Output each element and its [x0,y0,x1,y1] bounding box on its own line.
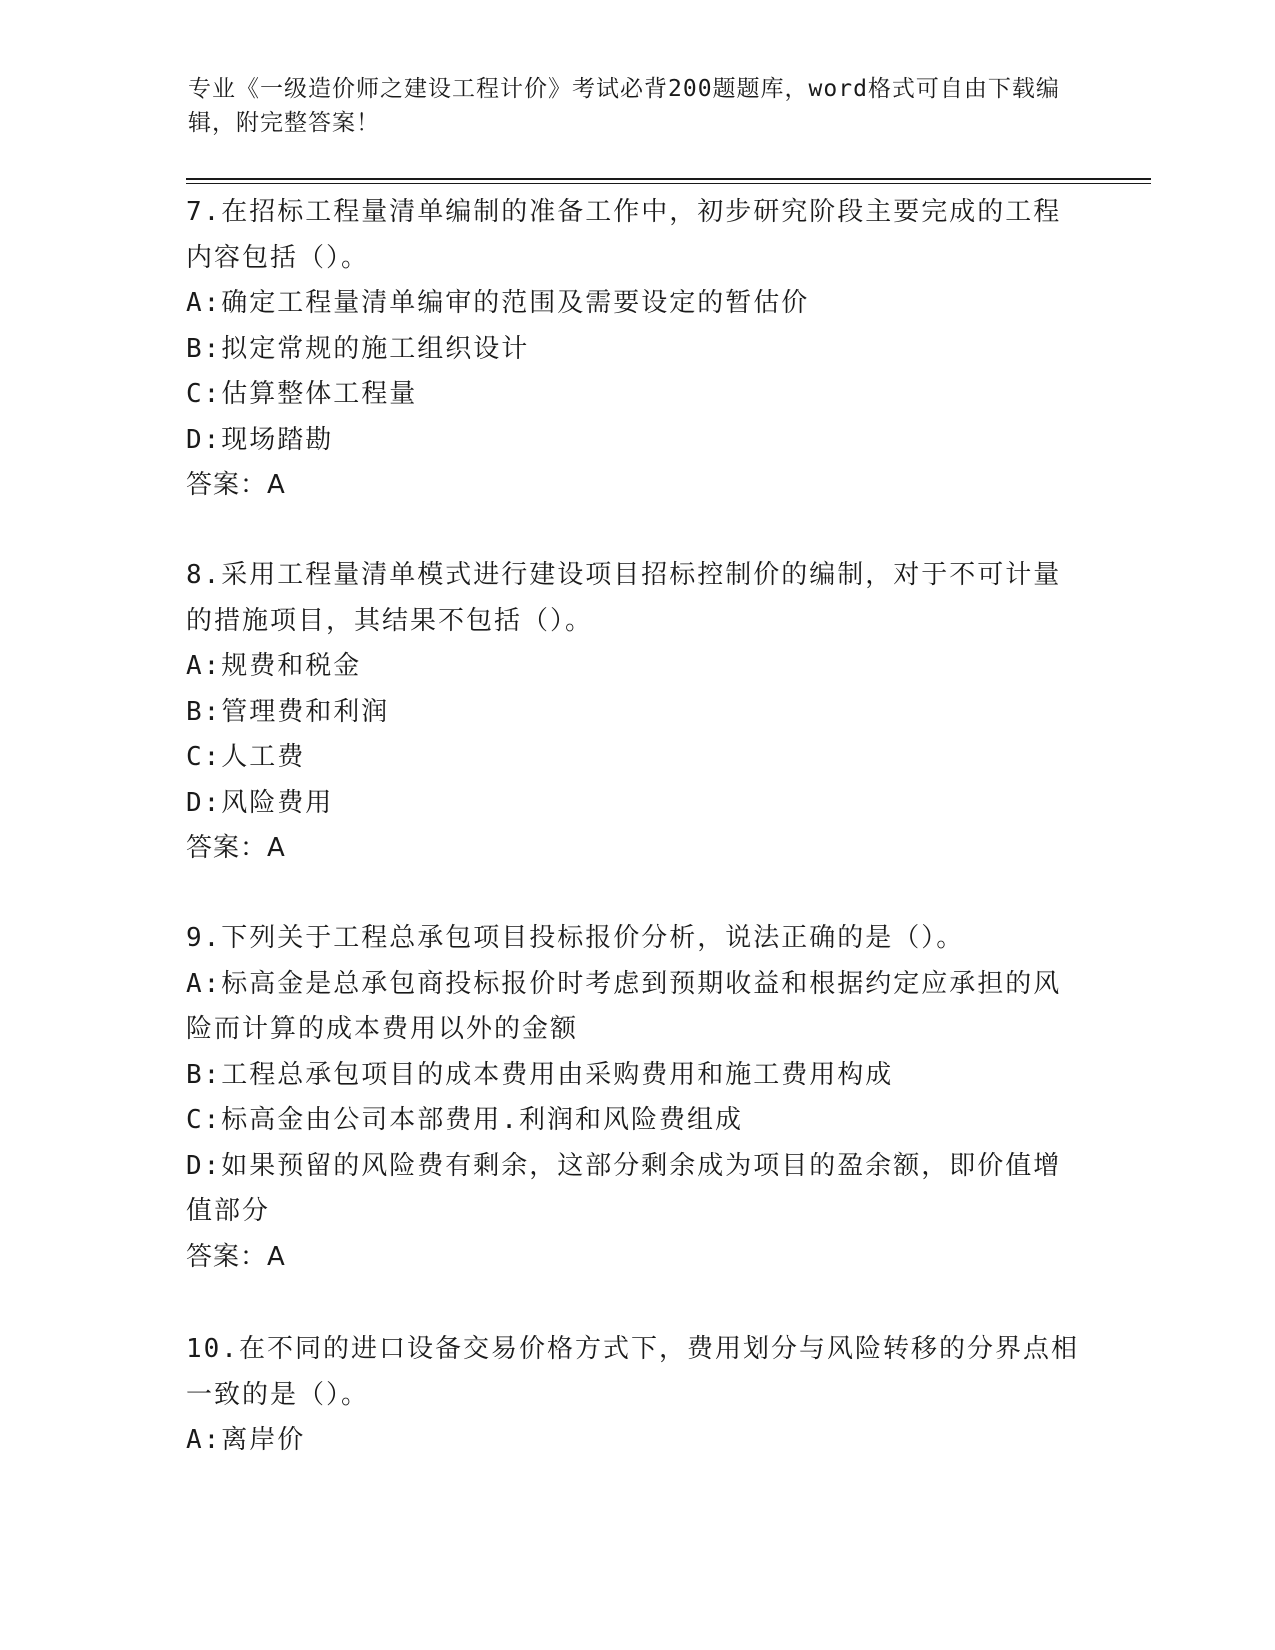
option-a: A:离岸价 [186,1425,306,1455]
question-stem: 8.采用工程量清单模式进行建设项目招标控制价的编制，对于不可计量的措施项目，其结果不包括（）。 [186,560,1062,636]
question-8 [186,553,1081,872]
option-d: D:现场踏勘 [186,424,334,455]
answer: 答案：A [186,470,286,500]
question-stem: 9.下列关于工程总承包项目投标报价分析，说法正确的是（）。 [186,923,965,953]
question-7 [186,190,1081,509]
question-10 [186,1327,1081,1464]
option-b: B:拟定常规的施工组织设计 [186,333,530,364]
question-stem: 10.在不同的进口设备交易价格方式下，费用划分与风险转移的分界点相一致的是（）。 [186,1334,1079,1410]
option-c: C:估算整体工程量 [186,379,418,409]
option-c: C:人工费 [186,742,306,772]
option-c: C:标高金由公司本部费用.利润和风险费组成 [186,1105,743,1135]
header-divider-thin [186,183,1151,184]
answer: 答案：A [186,1241,286,1272]
option-a: A:标高金是总承包商投标报价时考虑到预期收益和根据约定应承担的风险而计算的成本费用以外的金额 [186,968,1062,1044]
option-d: D:风险费用 [186,787,334,818]
question-9 [186,916,1081,1280]
option-b: B:工程总承包项目的成本费用由采购费用和施工费用构成 [186,1059,894,1090]
answer: 答案：A [186,833,286,863]
document-header: 专业《一级造价师之建设工程计价》考试必背200题题库，word格式可自由下载编辑，附完整答案！ [188,76,1060,136]
question-stem: 7.在招标工程量清单编制的准备工作中，初步研究阶段主要完成的工程内容包括（）。 [186,197,1062,273]
option-d: D:如果预留的风险费有剩余，这部分剩余成为项目的盈余额，即价值增值部分 [186,1150,1062,1226]
option-a: A:规费和税金 [186,651,362,681]
option-a: A:确定工程量清单编审的范围及需要设定的暂估价 [186,288,810,318]
option-b: B:管理费和利润 [186,696,390,727]
header-divider-thick [186,178,1151,180]
